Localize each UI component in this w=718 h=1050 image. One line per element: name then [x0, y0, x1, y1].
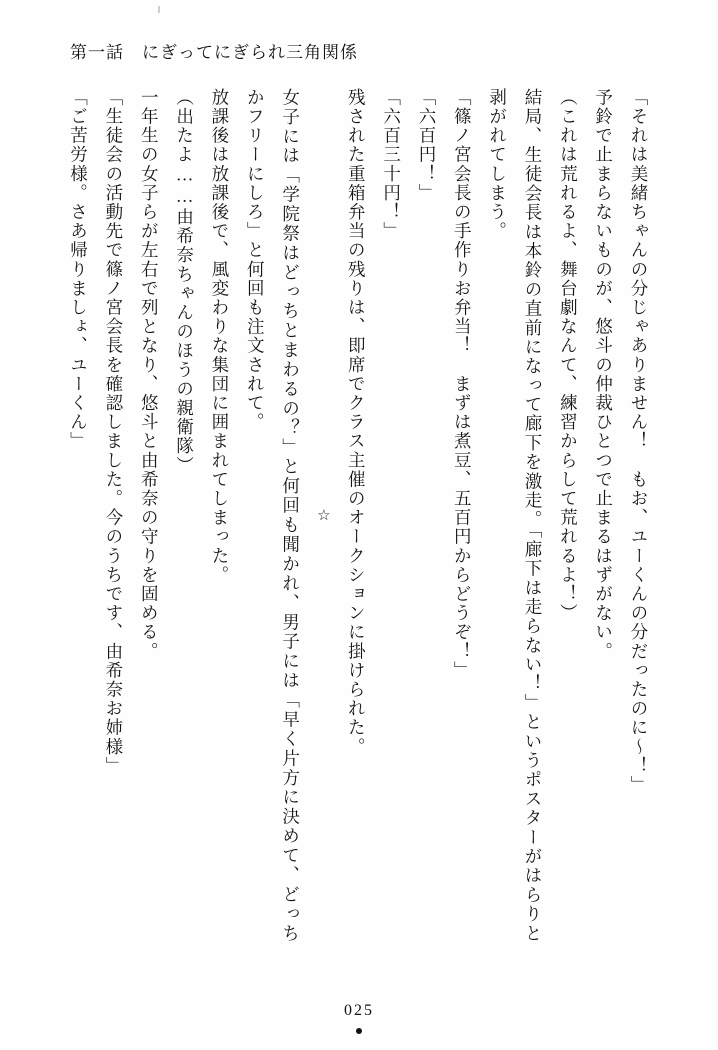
chapter-title: にぎってにぎられ三角関係 — [142, 43, 358, 62]
paragraph: 残された重箱弁当の残りは、即席でクラス主催のオークションに掛けられた。 — [346, 88, 367, 757]
paragraph: （これは荒れるよ、舞台劇なんて、練習からして荒れるよ！） — [558, 88, 579, 623]
chapter-number: 第一話 — [70, 43, 124, 62]
trim-mark — [158, 6, 160, 13]
paragraph: 予鈴で止まらないものが、悠斗の仲裁ひとつで止まるはずがない。 — [593, 88, 614, 661]
paragraph: 「それは美緒ちゃんの分じゃありません！ もお、ユーくんの分だったのに～！」 — [629, 88, 649, 795]
paragraph: 「六百三十円！」 — [381, 88, 402, 241]
running-head — [70, 38, 358, 63]
scene-separator: ☆ — [314, 505, 331, 526]
body-text — [60, 88, 656, 943]
paragraph: 結局、生徒会長は本鈴の直前になって廊下を激走。「廊下は走らない！」というポスターがはらりと剥がれてしまう。 — [487, 88, 543, 943]
paragraph: 「篠ノ宮会長の手作りお弁当！ まずは煮豆、五百円からどうぞ！」 — [452, 88, 473, 681]
paragraph: 一年生の女子らが左右で列となり、悠斗と由希奈の守りを固める。 — [139, 88, 160, 661]
paragraph: 放課後は放課後で、風変わりな集団に囲まれてしまった。 — [209, 88, 230, 585]
paragraph: 「六百円！」 — [416, 88, 437, 203]
paragraph: （出たよ……由希奈ちゃんのほうの親衛隊） — [174, 88, 195, 475]
paragraph: 女子には「学院祭はどっちとまわるの？」と何回も聞かれ、男子には「早く片方に決めて、どっちかフリーにしろ」と何回も注文されて。 — [245, 88, 301, 943]
paragraph: 「ご苦労様。さあ帰りましょ、ユーくん」 — [68, 88, 89, 451]
paragraph: 「生徒会の活動先で篠ノ宮会長を確認しました。今のうちです、由希奈お姉様」 — [103, 88, 124, 776]
folio-dot-ornament — [356, 1028, 362, 1034]
page-number: 025 — [344, 1002, 374, 1019]
